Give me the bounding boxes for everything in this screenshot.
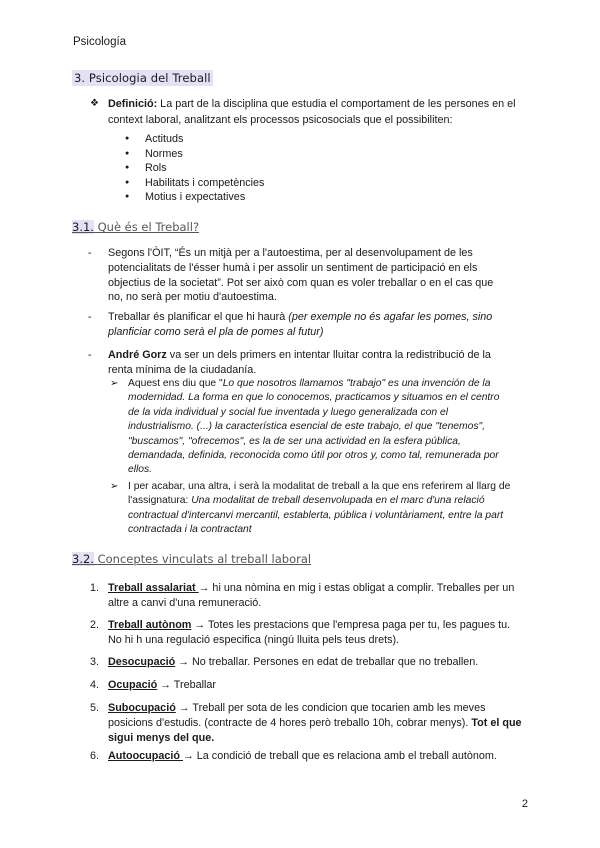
page-header: Psicología xyxy=(73,36,127,48)
term: Treball assalariat xyxy=(108,582,199,594)
section-title: Conceptes vinculats al treball laboral xyxy=(93,552,312,566)
paragraph-gorz: - André Gorz va ser un dels primers en intentar lluitar contra la redistribució de la renta mínima de la ciudadanía. xyxy=(88,349,491,376)
term: Autoocupació xyxy=(108,750,183,762)
list-item-4: 4. Ocupació → Treballar xyxy=(90,679,217,691)
author-name: André Gorz xyxy=(108,349,167,361)
diamond-bullet-icon: ❖ xyxy=(90,98,99,109)
section-3-2-heading xyxy=(72,552,311,566)
definition-item xyxy=(90,96,535,128)
section-number: 3.2. xyxy=(72,552,94,566)
section-number: 3.1. xyxy=(72,220,94,234)
arrow-bullet-icon: ➢ xyxy=(110,378,119,389)
paragraph-oit: - Segons l'ÒIT, “És un mitjà per a l'autoestima, per al desenvolupament de les potencialitats de l'ésser humà i per assolir un sentiment de participació en els objectius de la societat”. Pot ser això com quan es voler treballar o en el cas que no, no serà per motiu d'autoestima. xyxy=(88,246,508,305)
quote-intro: Aquest ens diu que " xyxy=(128,378,223,389)
quote-gorz xyxy=(110,377,513,478)
list-item: ● Normes xyxy=(125,147,264,162)
paragraph-example: (per exemple no és agafar les pomes, sino planficiar como serà el pla de pomes al futur) xyxy=(108,311,493,338)
quote-modalitat xyxy=(110,480,513,538)
paragraph-planificar: - Treballar és planificar el que hi haurà (per exemple no és agafar les pomes, sino planficiar como serà el pla de pomes al futur) xyxy=(88,311,493,338)
definition-label: Definició: xyxy=(108,98,158,110)
section-3-1-heading xyxy=(72,220,199,234)
quote-text: Lo que nosotros llamamos "trabajo" es una invención de la modernidad. La forma en que lo conocemos, practicamos y situamos en el centro de la vida individual y social fue inventada y luego generalizada con el industrialismo. (...) la característica esencial de este trabajo, el que "tenemos", "buscamos", "ofrecemos", es la de ser una actividad en la esfera pública, demandada, definida, reconocida como útil por otros y, como tal, remunerada por ellos. xyxy=(128,378,500,476)
section-3-heading: 3. Psicologia del Treball xyxy=(74,71,211,85)
definition-text: La part de la disciplina que estudia el comportament de les persones en el context laboral, analitzant els processos psicosocials que el possibiliten: xyxy=(108,98,516,126)
paragraph-text: Segons l'ÒIT, “És un mitjà per a l'autoestima, per al desenvolupament de les potencialitats de l'ésser humà i per assolir un sentiment de participació en els objectius de la societat”. Pot ser això com quan es voler treballar o en el cas que no, no serà per motiu d'autoestima. xyxy=(108,247,494,304)
list-item-6: 6. Autoocupació → La condició de treball que es relaciona amb el treball autònom. xyxy=(90,750,497,762)
term: Ocupació xyxy=(108,679,158,691)
term: Subocupació xyxy=(108,702,176,714)
list-item: ● Rols xyxy=(125,161,264,176)
paragraph-text: va ser un dels primers en intentar lluitar contra la redistribució de la renta mínima de la ciudadanía. xyxy=(108,349,491,376)
page-number: 2 xyxy=(521,798,528,810)
term: Treball autònom xyxy=(108,619,192,631)
paragraph-text: Treballar és planificar el que hi haurà xyxy=(108,311,289,323)
list-item: ● Actituds xyxy=(125,132,264,147)
list-item-2: 2. Treball autònom → Totes les prestacions que l'empresa paga per tu, les pagues tu. No hi h una regulació especifica (ningú lluita pels teus drets). xyxy=(90,619,511,646)
list-item: ● Motius i expectatives xyxy=(125,190,264,205)
list-item-1: 1. Treball assalariat → hi una nòmina en mig i estas obligat a complir. Treballes per un altre a canvi d'una remuneració. xyxy=(90,582,515,609)
list-item-3: 3. Desocupació → No treballar. Persones en edat de treballar que no treballen. xyxy=(90,656,479,668)
list-item: ● Habilitats i competències xyxy=(125,176,264,191)
term: Desocupació xyxy=(108,656,176,668)
arrow-bullet-icon: ➢ xyxy=(110,481,119,492)
section-title: Què és el Treball? xyxy=(93,220,200,234)
definition-list xyxy=(125,132,264,205)
list-item-5: 5. Subocupació → Treball per sota de les condicion que tocarien amb les meves posicions d'estudis. (contracte de 4 hores però treballo 10h, cobrar menys). Tot el que sigui menys del que. xyxy=(90,702,522,744)
quote-text: Una modalitat de treball desenvolupada en el marc d'una relació contractual d'intercanvi mercantil, establerta, pública i voluntàriament, entre la part contractada i la contractant xyxy=(128,495,504,536)
quote-intro: I per acabar, una altra, i serà la modalitat de treball a la que ens referirem al llarg de l'assignatura: xyxy=(128,481,511,507)
